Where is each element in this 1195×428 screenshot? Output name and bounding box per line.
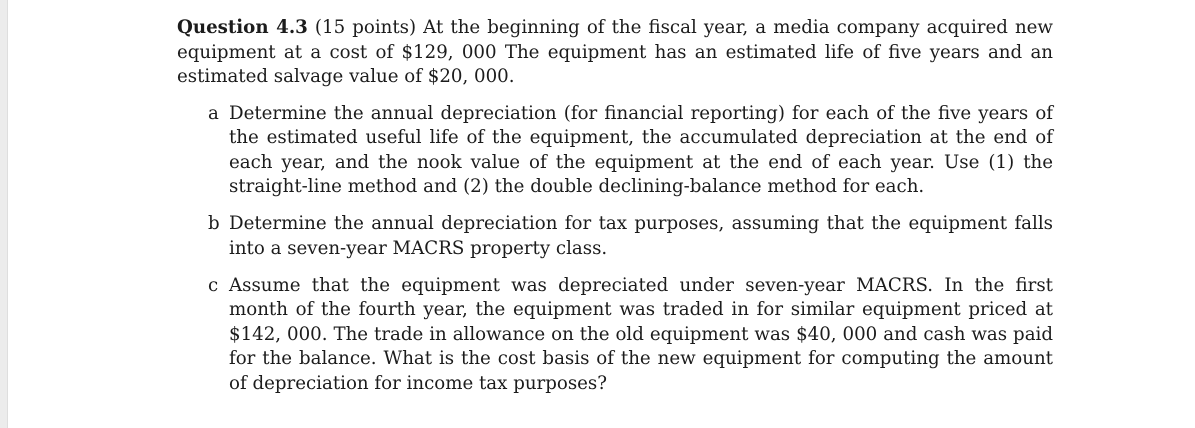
question-part-b [177, 212, 1053, 261]
question-block [177, 16, 1053, 396]
question-part-a [177, 102, 1053, 200]
question-heading: Question 4.3 [177, 17, 308, 38]
left-edge-shadow [0, 0, 8, 428]
question-intro-text: (15 points) At the beginning of the fiscal year, a media company acquired new equipment at a cost of $129, 000 The equipment has an estimated life of five years and an estimated salvage value of $20, 000. [177, 17, 1054, 87]
part-text: Determine the annual depreciation (for financial reporting) for each of the five years of the estimated useful life of the equipment, the accumulated depreciation at the end of each year, and the nook value of the equipment at the end of each year. Use (1) the straight-line method and (2) the double declining-balance method for each. [229, 102, 1053, 197]
part-text: Determine the annual depreciation for tax purposes, assuming that the equipment falls into a seven-year MACRS property class. [229, 213, 1053, 259]
part-marker: a [208, 102, 219, 124]
question-intro [177, 16, 1053, 90]
part-text: Assume that the equipment was depreciated under seven-year MACRS. In the first month of the fourth year, the equipment was traded in for similar equipment priced at $142, 000. The trade in allowance on the old equipment was $40, 000 and cash was paid for the balance. What is the cost basis of the new equipment for computing the amount of depreciation for income tax purposes? [229, 274, 1053, 394]
question-parts-list [177, 102, 1053, 397]
part-marker: c [208, 274, 219, 296]
part-marker: b [208, 213, 220, 234]
question-part-c [177, 274, 1053, 397]
